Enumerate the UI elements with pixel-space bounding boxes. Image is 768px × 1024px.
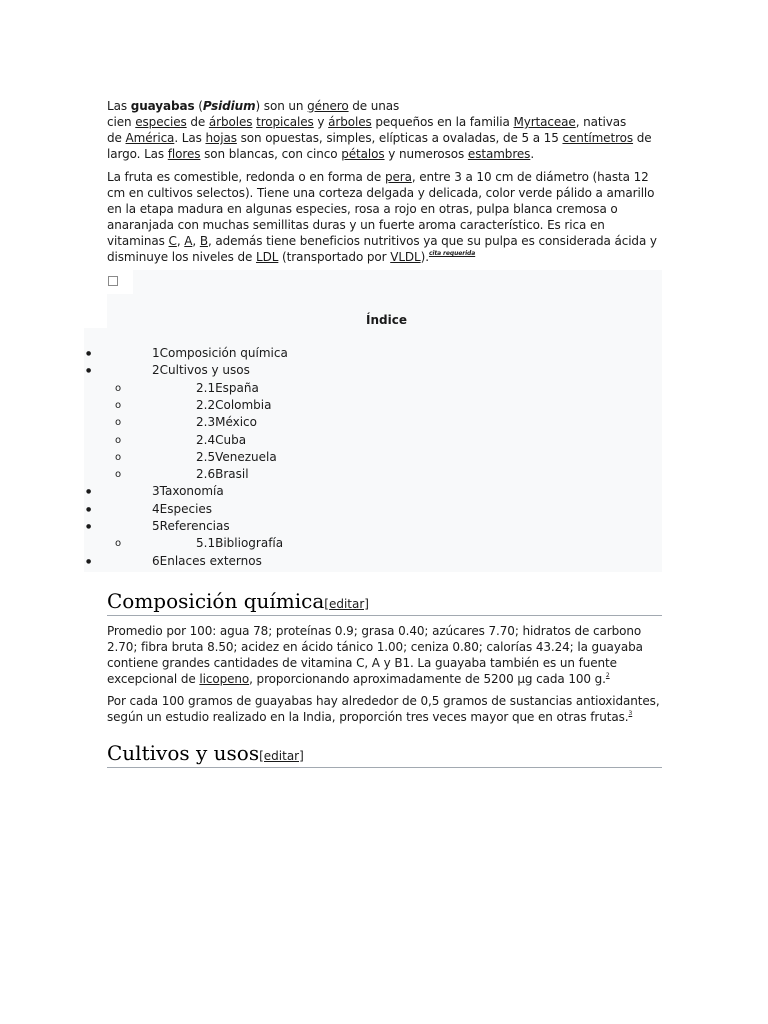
- text: .: [530, 147, 535, 161]
- term-guayabas: guayabas: [130, 99, 195, 113]
- term-psidium: Psidium: [202, 99, 256, 113]
- toc-item-label: España: [215, 380, 259, 395]
- edit-section-link[interactable]: [editar]: [324, 597, 369, 611]
- link-arboles-2[interactable]: árboles: [328, 115, 372, 129]
- intro-paragraph-2: [107, 169, 663, 265]
- link-vitamina-a[interactable]: A: [184, 234, 193, 248]
- toc-item-label: Enlaces externos: [159, 553, 262, 568]
- section-title: Cultivos y usos: [107, 741, 260, 765]
- toc-item-2-5[interactable]: [196, 449, 277, 466]
- toc-item-number: 3: [152, 484, 160, 499]
- toc-item-number: 2.5: [196, 449, 216, 464]
- section-title: Composición química: [107, 589, 325, 613]
- toc-item-label: Composición química: [159, 346, 288, 360]
- toc-item-label: Referencias: [159, 519, 230, 533]
- toc-bullet: ●: [86, 367, 92, 375]
- section-heading-cultivos: [107, 741, 662, 768]
- toc-bullet: ●: [86, 505, 92, 513]
- toc-item-number: 2.4: [196, 432, 216, 447]
- link-estambres[interactable]: estambres: [467, 147, 531, 161]
- text: , además tiene beneficios nutritivos ya que su pulpa es considerada ácida y disminuye los niveles de: [107, 234, 657, 264]
- text: son opuestas, simples, elípticas a ovaladas, de 5 a 15: [236, 131, 563, 145]
- link-especies[interactable]: especies: [135, 115, 187, 129]
- link-hojas[interactable]: hojas: [205, 131, 237, 145]
- text: . Las: [174, 131, 206, 145]
- toc-item-number: 2: [152, 363, 160, 378]
- text: largo. Las: [107, 147, 168, 161]
- link-arboles[interactable]: árboles: [208, 115, 253, 129]
- toc-item-label: Venezuela: [215, 449, 277, 464]
- text: pequeños en la familia: [371, 115, 514, 129]
- toc-bullet: o: [115, 382, 122, 394]
- toc-item-2-1[interactable]: [196, 380, 259, 397]
- link-tropicales[interactable]: tropicales: [256, 115, 314, 129]
- toc-item-label: Bibliografía: [215, 536, 284, 551]
- text: cien: [107, 115, 136, 129]
- text: de: [107, 131, 126, 145]
- toc-item-3[interactable]: [152, 483, 224, 500]
- text: y numerosos: [384, 147, 468, 161]
- toc-item-6[interactable]: [152, 553, 262, 570]
- toc-item-number: 2.2: [196, 397, 216, 412]
- text: ,: [176, 234, 185, 248]
- toc-toggle-checkbox[interactable]: [108, 276, 118, 286]
- link-centimetros[interactable]: centímetros: [562, 131, 634, 145]
- toc-item-label: Cuba: [215, 432, 247, 447]
- text: ).: [420, 250, 429, 264]
- toc-item-label: Brasil: [215, 467, 249, 482]
- text: La fruta es comestible, redonda o en forma de: [107, 170, 385, 184]
- link-genero[interactable]: género: [307, 99, 349, 113]
- text: , entre 3 a 10 cm de diámetro (hasta 12 cm en cultivos selectos). Tiene una corteza delgada y delicada, color verde pálido a amarillo en la etapa madura en algunas especies, rosa a rojo en otras, pulpa blanca cremosa o anaranjada con muchas semillitas duras y un fuerte aroma característico. Es rica en vitaminas: [107, 170, 655, 248]
- text: ) son un: [255, 99, 308, 113]
- reference-link-3[interactable]: 3: [628, 710, 633, 717]
- toc-item-number: 1: [152, 346, 160, 360]
- text: Las: [107, 99, 131, 113]
- toc-item-2-4[interactable]: [196, 432, 246, 449]
- section-heading-composicion: [107, 589, 662, 616]
- composicion-paragraph-2: [107, 693, 663, 725]
- link-flores[interactable]: flores: [167, 147, 201, 161]
- toc-item-1[interactable]: [152, 345, 288, 362]
- text: ,: [192, 234, 200, 248]
- toc-item-number: 2.6: [196, 467, 216, 482]
- text: de: [186, 115, 209, 129]
- link-vitamina-c[interactable]: C: [168, 234, 177, 248]
- toc-bullet: o: [115, 434, 122, 446]
- toc-bullet: ●: [86, 523, 92, 530]
- text: de unas: [348, 99, 400, 113]
- text: de: [633, 131, 652, 145]
- toc-item-2-6[interactable]: [196, 466, 249, 483]
- link-vitamina-b[interactable]: B: [199, 234, 208, 248]
- text: Por cada 100 gramos de guayabas hay alrededor de 0,5 gramos de sustancias antioxidantes, según un estudio realizado en la India, proporción tres veces mayor que en otras frutas.: [107, 694, 660, 724]
- toc-item-2-2[interactable]: [196, 397, 271, 414]
- toc-item-label: Cultivos y usos: [159, 363, 250, 378]
- text: , proporcionando aproximadamente de 5200 µg cada 100 g.: [249, 672, 606, 686]
- toc-bullet: o: [115, 469, 122, 481]
- toc-item-5-1[interactable]: [196, 535, 283, 552]
- toc-item-label: Taxonomía: [159, 484, 224, 499]
- toc-item-number: 4: [152, 501, 160, 516]
- toc-item-label: Colombia: [215, 397, 272, 412]
- text: (: [194, 99, 203, 113]
- toc-item-number: 2.1: [196, 380, 216, 395]
- text: y: [313, 115, 329, 129]
- toc-item-number: 6: [152, 553, 160, 568]
- citation-needed-link[interactable]: cita requerida: [428, 250, 476, 257]
- toc-item-label: Especies: [159, 501, 213, 516]
- text: son blancas, con cinco: [200, 147, 342, 161]
- toc-bullet: o: [115, 399, 122, 411]
- link-ldl[interactable]: LDL: [256, 250, 279, 264]
- toc-title: Índice: [366, 313, 407, 327]
- link-petalos[interactable]: pétalos: [341, 147, 385, 161]
- toc-item-number: 5: [152, 519, 160, 533]
- intro-paragraph-1: [107, 98, 663, 162]
- toc-bullet: ●: [86, 557, 92, 565]
- toc-bullet: o: [115, 417, 122, 429]
- link-america[interactable]: América: [125, 131, 175, 145]
- toc-item-5[interactable]: [152, 518, 230, 535]
- text: Promedio por 100: agua 78; proteínas 0.9; grasa 0.40; azúcares 7.70; hidratos de carbono 2.70; fibra bruta 8.50; acidez en ácido tánico 1.00; ceniza 0.80; calorías 43.24; la guayaba contiene grandes cantidades de vitamina C, A y B1. La guayaba también es un fuente excepcional de: [107, 624, 643, 686]
- toc-bullet: o: [115, 538, 122, 550]
- link-pera[interactable]: pera: [384, 170, 412, 184]
- text: (transportado por: [278, 250, 391, 264]
- text: , nativas: [575, 115, 627, 129]
- link-licopeno[interactable]: licopeno: [199, 672, 250, 686]
- toc-item-4[interactable]: [152, 501, 212, 518]
- toc-item-number: 2.3: [196, 415, 216, 430]
- reference-link-2[interactable]: 2: [605, 672, 610, 679]
- toc-bullet: ●: [86, 488, 92, 496]
- toc-bullet: o: [115, 451, 122, 463]
- toc-item-number: 5.1: [196, 536, 216, 551]
- toc-item-2-3[interactable]: [196, 414, 257, 431]
- composicion-paragraph-1: [107, 623, 663, 687]
- toc-item-2[interactable]: [152, 362, 250, 379]
- toc-item-label: México: [215, 415, 257, 430]
- link-myrtaceae[interactable]: Myrtaceae: [513, 115, 576, 129]
- link-vldl[interactable]: VLDL: [390, 250, 421, 264]
- toc-bullet: ●: [86, 350, 92, 357]
- edit-section-link[interactable]: [editar]: [259, 749, 304, 763]
